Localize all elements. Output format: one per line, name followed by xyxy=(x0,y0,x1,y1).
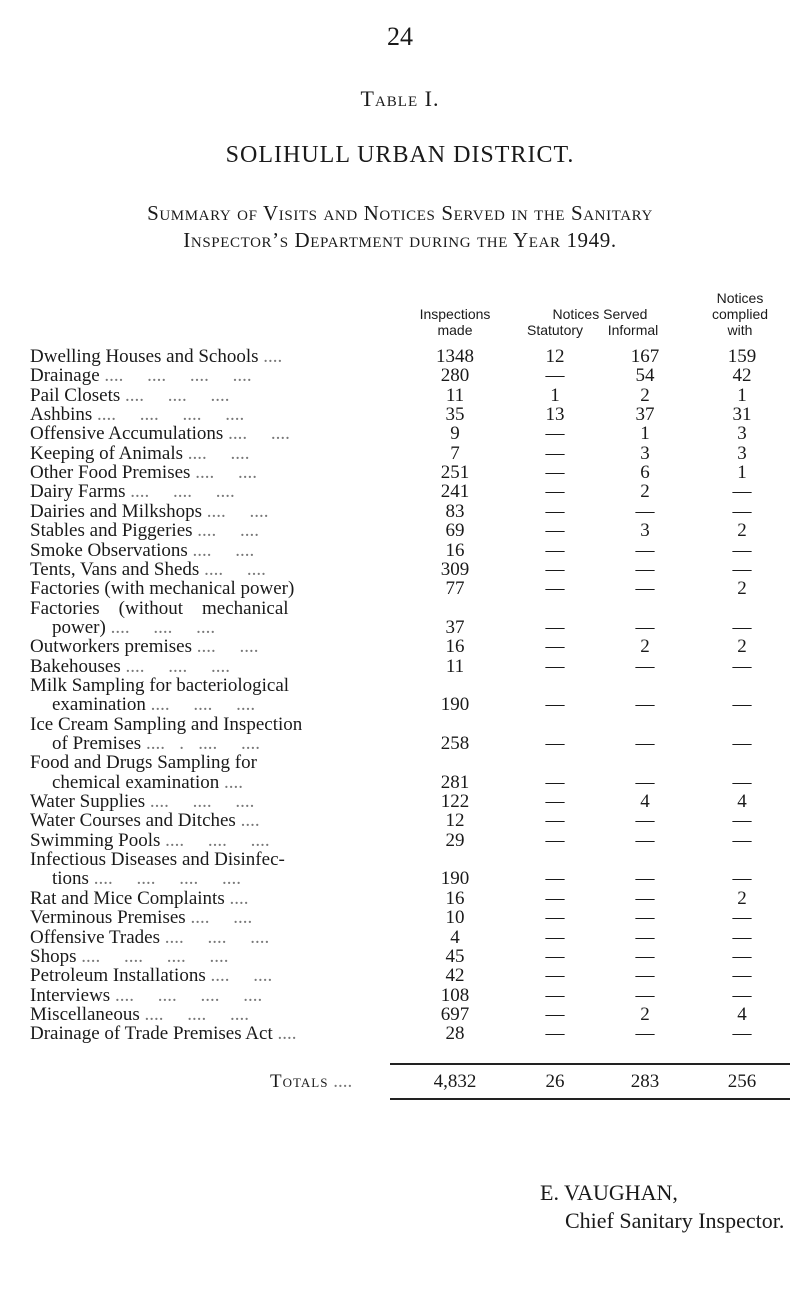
cell-informal: — xyxy=(635,694,655,716)
table-row xyxy=(30,443,790,464)
row-label: Water Supplies xyxy=(30,791,146,813)
cell-statutory: — xyxy=(545,887,565,909)
cell-inspections: 42 xyxy=(445,965,465,987)
cell-inspections: 9 xyxy=(450,423,460,445)
cell-inspections: 280 xyxy=(440,365,470,387)
cell-statutory: — xyxy=(545,442,565,464)
row-leader-dots: .... .... .... xyxy=(110,616,216,638)
table-row xyxy=(30,559,790,580)
header-statutory: Statutory xyxy=(526,322,584,338)
cell-informal: — xyxy=(635,810,655,832)
totals-bottom-rule xyxy=(390,1098,790,1100)
cell-complied: 2 xyxy=(737,578,747,600)
cell-statutory: — xyxy=(545,791,565,813)
row-label: power) xyxy=(52,616,106,638)
header-complied xyxy=(690,290,790,338)
table-row xyxy=(30,520,790,541)
totals-inspections: 4,832 xyxy=(433,1071,477,1092)
cell-complied: 2 xyxy=(737,636,747,658)
cell-complied: — xyxy=(732,926,752,948)
cell-statutory: — xyxy=(545,481,565,503)
cell-informal: 167 xyxy=(630,346,660,367)
cell-inspections: 45 xyxy=(445,945,465,967)
row-leader-dots: .... .... xyxy=(206,500,269,522)
cell-statutory: — xyxy=(545,616,565,638)
cell-statutory: — xyxy=(545,578,565,600)
row-label: Shops xyxy=(30,945,77,967)
totals-row xyxy=(30,1071,790,1092)
signature-name: E. VAUGHAN, xyxy=(540,1180,678,1205)
cell-inspections: 4 xyxy=(450,926,460,948)
cell-statutory: — xyxy=(545,810,565,832)
table-row xyxy=(30,714,790,735)
row-label: examination xyxy=(52,694,146,716)
cell-statutory: — xyxy=(545,829,565,851)
summary-line-1: Summary of Visits and Notices Served in the Sanitary xyxy=(147,201,653,225)
table-row xyxy=(30,791,790,812)
cell-statutory: — xyxy=(545,984,565,1006)
cell-complied: — xyxy=(732,1023,752,1045)
cell-statutory: — xyxy=(545,636,565,658)
cell-inspections: 241 xyxy=(440,481,470,503)
row-leader-dots: .... xyxy=(263,346,283,367)
cell-statutory: — xyxy=(545,423,565,445)
row-leader-dots: .... .... .... .... xyxy=(104,365,252,387)
row-leader-dots: .... .... xyxy=(204,558,266,580)
table-row xyxy=(30,656,790,677)
table-row xyxy=(30,772,790,793)
table-row xyxy=(30,830,790,851)
district-heading: SOLIHULL URBAN DISTRICT. xyxy=(225,142,575,168)
row-label: Miscellaneous xyxy=(30,1003,140,1025)
cell-inspections: 16 xyxy=(445,887,465,909)
cell-informal: — xyxy=(635,500,655,522)
header-complied-line-1: Notices xyxy=(716,290,764,306)
row-leader-dots: .... xyxy=(223,771,243,793)
row-label: Verminous Premises xyxy=(30,907,186,929)
table-row xyxy=(30,385,790,406)
row-label: Other Food Premises xyxy=(30,462,191,484)
cell-informal: 2 xyxy=(640,481,650,503)
row-label-group xyxy=(30,1023,296,1045)
cell-inspections: 309 xyxy=(440,558,470,580)
cell-complied: — xyxy=(732,481,752,503)
totals-complied: 256 xyxy=(727,1071,757,1092)
signature-title: Chief Sanitary Inspector. xyxy=(565,1208,785,1233)
row-label: Offensive Accumulations xyxy=(30,423,224,445)
cell-inspections: 11 xyxy=(445,384,465,406)
cell-inspections: 122 xyxy=(440,791,470,813)
row-label: Offensive Trades xyxy=(30,926,161,948)
row-label: Water Courses and Ditches xyxy=(30,810,236,832)
row-leader-dots: .... xyxy=(240,810,260,832)
cell-informal: — xyxy=(635,578,655,600)
row-leader-dots: .... .... xyxy=(210,965,273,987)
cell-statutory: — xyxy=(545,907,565,929)
row-label: Dairy Farms xyxy=(30,481,126,503)
cell-informal: — xyxy=(635,965,655,987)
row-label: Petroleum Installations xyxy=(30,965,206,987)
cell-informal: — xyxy=(635,655,655,677)
cell-inspections: 28 xyxy=(445,1023,465,1045)
table-row xyxy=(30,617,790,638)
row-leader-dots: .... .... .... xyxy=(150,694,256,716)
cell-informal: 1 xyxy=(640,423,650,445)
table-row xyxy=(30,868,790,889)
row-label: Food and Drugs Sampling for xyxy=(30,752,257,774)
cell-statutory: — xyxy=(545,520,565,542)
totals-informal: 283 xyxy=(630,1071,660,1092)
table-row xyxy=(30,346,790,367)
totals-statutory: 26 xyxy=(545,1071,565,1092)
row-label: Ashbins xyxy=(30,404,93,426)
cell-informal: 54 xyxy=(635,365,655,387)
summary-heading xyxy=(0,200,800,254)
cell-informal: — xyxy=(635,1023,655,1045)
cell-informal: — xyxy=(635,733,655,754)
cell-complied: 4 xyxy=(737,791,747,813)
cell-complied: 1 xyxy=(737,462,747,484)
cell-complied: — xyxy=(732,810,752,832)
cell-statutory: — xyxy=(545,945,565,967)
cell-statutory: — xyxy=(545,965,565,987)
row-label: Dairies and Milkshops xyxy=(30,500,203,522)
row-leader-dots: .... .... .... xyxy=(144,1003,250,1025)
cell-informal: — xyxy=(635,558,655,580)
row-leader-dots: .... . .... .... xyxy=(145,733,260,754)
cell-statutory: 12 xyxy=(545,346,565,367)
cell-informal: 3 xyxy=(640,520,650,542)
table-row xyxy=(30,752,790,773)
cell-inspections: 12 xyxy=(445,810,465,832)
cell-complied: — xyxy=(732,500,752,522)
cell-inspections: 16 xyxy=(445,636,465,658)
totals-top-rule xyxy=(390,1063,790,1065)
row-leader-dots: .... .... xyxy=(196,636,259,658)
cell-informal: — xyxy=(635,945,655,967)
row-label: Pail Closets xyxy=(30,384,121,406)
cell-inspections: 35 xyxy=(445,404,465,426)
row-leader-dots: .... .... .... xyxy=(164,926,270,948)
cell-inspections: 108 xyxy=(440,984,470,1006)
cell-inspections: 190 xyxy=(440,694,470,716)
table-row xyxy=(30,985,790,1006)
cell-inspections: 190 xyxy=(440,868,470,890)
row-label: Drainage xyxy=(30,365,100,387)
row-leader-dots: .... .... .... xyxy=(165,829,270,851)
row-label: Smoke Observations xyxy=(30,539,188,561)
cell-complied: — xyxy=(732,539,752,561)
row-label: Tents, Vans and Sheds xyxy=(30,558,200,580)
cell-inspections: 29 xyxy=(445,829,465,851)
table-row xyxy=(30,540,790,561)
cell-informal: 37 xyxy=(635,404,655,426)
header-complied-line-2: complied xyxy=(711,306,769,322)
cell-inspections: 37 xyxy=(445,616,465,638)
row-label: Swimming Pools xyxy=(30,829,161,851)
cell-inspections: 258 xyxy=(440,733,470,754)
cell-informal: — xyxy=(635,829,655,851)
table-row xyxy=(30,733,790,754)
row-label: Infectious Diseases and Disinfec- xyxy=(30,849,285,871)
table-row xyxy=(30,501,790,522)
row-label: Factories (without mechanical xyxy=(30,597,289,619)
table-row xyxy=(30,481,790,502)
cell-informal: 2 xyxy=(640,1003,650,1025)
row-leader-dots: .... .... .... xyxy=(149,791,255,813)
row-label: Keeping of Animals xyxy=(30,442,184,464)
table-row xyxy=(30,404,790,425)
cell-complied: — xyxy=(732,655,752,677)
totals-label: Totals xyxy=(270,1071,329,1092)
row-leader-dots: .... .... xyxy=(187,442,250,464)
table-row xyxy=(30,965,790,986)
cell-statutory: — xyxy=(545,771,565,793)
cell-complied: — xyxy=(732,868,752,890)
row-leader-dots: .... .... .... xyxy=(125,384,230,406)
row-leader-dots: .... .... xyxy=(228,423,290,445)
cell-inspections: 69 xyxy=(445,520,465,542)
cell-complied: — xyxy=(732,945,752,967)
row-leader-dots: .... .... xyxy=(195,462,257,484)
cell-informal: — xyxy=(635,907,655,929)
totals-label-group xyxy=(270,1071,352,1093)
cell-complied: 3 xyxy=(737,423,747,445)
row-leader-dots: .... .... .... xyxy=(125,655,231,677)
cell-statutory: — xyxy=(545,733,565,754)
row-label: Milk Sampling for bacteriological xyxy=(30,674,290,696)
page-number: 24 xyxy=(387,22,413,51)
cell-statutory: — xyxy=(545,462,565,484)
table-title: Table I. xyxy=(360,86,440,111)
cell-statutory: — xyxy=(545,365,565,387)
table-row xyxy=(30,888,790,909)
cell-complied: — xyxy=(732,984,752,1006)
row-label: of Premises xyxy=(52,733,142,754)
cell-informal: — xyxy=(635,868,655,890)
header-informal: Informal xyxy=(607,322,659,338)
cell-informal: 2 xyxy=(640,636,650,658)
cell-complied: 2 xyxy=(737,520,747,542)
cell-inspections: 16 xyxy=(445,539,465,561)
cell-statutory: — xyxy=(545,694,565,716)
cell-complied: — xyxy=(732,558,752,580)
cell-complied: 42 xyxy=(732,365,752,387)
cell-informal: 4 xyxy=(640,791,650,813)
table-row xyxy=(30,578,790,599)
cell-complied: 3 xyxy=(737,442,747,464)
cell-informal: — xyxy=(635,539,655,561)
table-row xyxy=(30,423,790,444)
row-leader-dots: .... .... xyxy=(192,539,255,561)
row-label: chemical examination xyxy=(52,771,220,793)
row-label: tions xyxy=(52,868,89,890)
cell-inspections: 697 xyxy=(440,1003,470,1025)
row-label: Stables and Piggeries xyxy=(30,520,193,542)
cell-statutory: — xyxy=(545,539,565,561)
cell-statutory: 1 xyxy=(550,384,560,406)
cell-statutory: — xyxy=(545,655,565,677)
cell-statutory: — xyxy=(545,1003,565,1025)
header-inspections-line-1: Inspections xyxy=(419,306,491,322)
cell-inspections: 281 xyxy=(440,771,470,793)
cell-inspections: 7 xyxy=(450,442,460,464)
cell-complied: — xyxy=(732,694,752,716)
cell-inspections: 251 xyxy=(440,462,470,484)
cell-complied: 31 xyxy=(732,404,752,426)
cell-informal: — xyxy=(635,887,655,909)
cell-complied: 1 xyxy=(737,384,747,406)
cell-inspections: 10 xyxy=(445,907,465,929)
row-label: Rat and Mice Complaints xyxy=(30,887,225,909)
cell-inspections: 11 xyxy=(445,655,465,677)
cell-inspections: 77 xyxy=(445,578,465,600)
row-label: Ice Cream Sampling and Inspection xyxy=(30,713,303,735)
row-label: Bakehouses xyxy=(30,655,121,677)
summary-line-2: Inspector’s Department during the Year 1949. xyxy=(183,228,617,252)
header-notices-served: Notices Served xyxy=(552,306,648,322)
cell-informal: — xyxy=(635,771,655,793)
cell-statutory: — xyxy=(545,558,565,580)
cell-complied: — xyxy=(732,907,752,929)
cell-statutory: — xyxy=(545,868,565,890)
table-row xyxy=(30,365,790,386)
table-row xyxy=(30,462,790,483)
cell-informal: 2 xyxy=(640,384,650,406)
row-label: Drainage of Trade Premises Act xyxy=(30,1023,273,1045)
cell-complied: — xyxy=(732,771,752,793)
row-leader-dots: .... .... .... xyxy=(130,481,235,503)
table-row xyxy=(30,598,790,619)
table-row xyxy=(30,1023,790,1044)
table-row xyxy=(30,927,790,948)
header-inspections-line-2: made xyxy=(437,322,473,338)
cell-complied: 159 xyxy=(727,346,757,367)
row-leader-dots: .... xyxy=(229,887,249,909)
cell-complied: 2 xyxy=(737,887,747,909)
cell-statutory: — xyxy=(545,926,565,948)
cell-complied: — xyxy=(732,965,752,987)
row-label: Interviews xyxy=(30,984,111,1006)
cell-inspections: 1348 xyxy=(436,346,474,367)
header-inspections xyxy=(400,306,510,338)
cell-complied: — xyxy=(732,829,752,851)
row-leader-dots: .... xyxy=(277,1023,297,1045)
cell-informal: — xyxy=(635,926,655,948)
table-row xyxy=(30,907,790,928)
cell-statutory: — xyxy=(545,500,565,522)
table-row xyxy=(30,694,790,715)
table-row xyxy=(30,675,790,696)
header-complied-line-3: with xyxy=(727,322,753,338)
cell-informal: 3 xyxy=(640,442,650,464)
row-label: Factories (with mechanical power) xyxy=(30,578,295,600)
cell-statutory: 13 xyxy=(545,404,565,426)
table-row xyxy=(30,946,790,967)
row-leader-dots: .... .... .... .... xyxy=(81,945,229,967)
row-leader-dots: .... .... .... .... xyxy=(97,404,245,426)
row-label: Dwelling Houses and Schools xyxy=(30,346,259,367)
table-row xyxy=(30,810,790,831)
row-leader-dots: .... .... .... .... xyxy=(93,868,241,890)
table-row xyxy=(30,849,790,870)
cell-inspections: 83 xyxy=(445,500,465,522)
totals-leader-dots: .... xyxy=(333,1071,353,1092)
cell-complied: — xyxy=(732,733,752,754)
row-leader-dots: .... .... xyxy=(197,520,260,542)
row-leader-dots: .... .... xyxy=(190,907,253,929)
cell-informal: 6 xyxy=(640,462,650,484)
cell-informal: — xyxy=(635,616,655,638)
table-row xyxy=(30,636,790,657)
cell-complied: 4 xyxy=(737,1003,747,1025)
table-row xyxy=(30,1004,790,1025)
cell-complied: — xyxy=(732,616,752,638)
row-label: Outworkers premises xyxy=(30,636,192,658)
cell-informal: — xyxy=(635,984,655,1006)
cell-statutory: — xyxy=(545,1023,565,1045)
row-leader-dots: .... .... .... .... xyxy=(114,984,263,1006)
